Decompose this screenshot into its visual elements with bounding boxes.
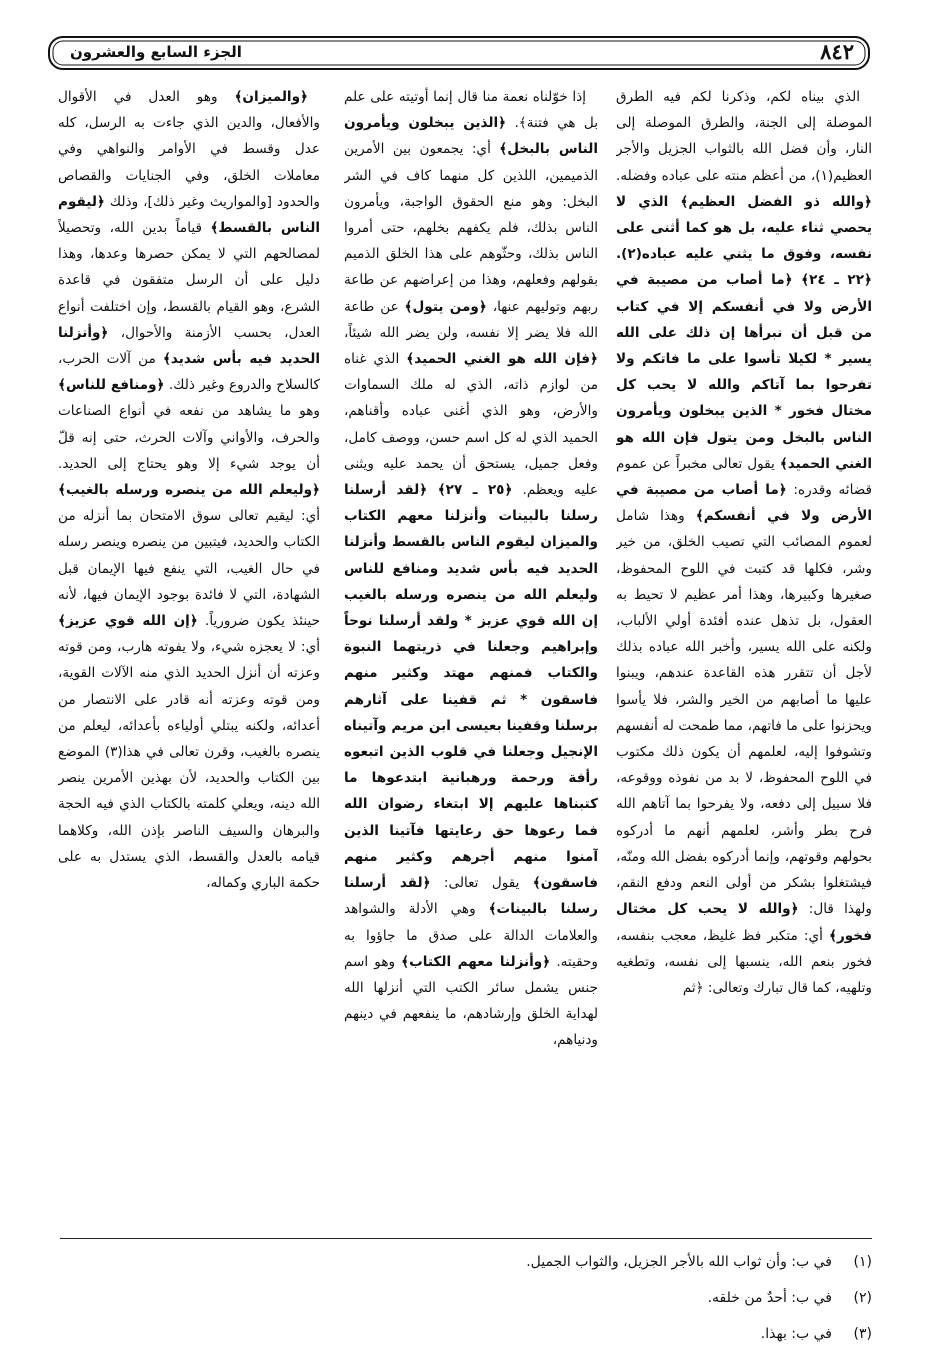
commentary-text: وهو ما يشاهد من نفعه في أنواع الصناعات والحرف، والأواني وآلات الحرث، حتى إنه قلّ أن يوجد شيء إلا وهو يحتاج إلى الحديد. [58, 403, 320, 472]
commentary-text: وهو اسم جنس يشمل سائر الكتب التي أنزلها الله لهداية الخلق وإرشادهم، ما ينفعهم في دينهم ودنياهم، [344, 953, 598, 1049]
commentary-text: يقول تعالى: [443, 875, 520, 892]
commentary-text: يقول تعالى مخبراً عن عموم قضائه وقدره: [616, 455, 872, 499]
footnote-number: (١) [853, 1254, 872, 1270]
paragraph [58, 84, 320, 896]
part-title: الجزء السابع والعشرون [70, 43, 242, 61]
commentary-text: قياماً بدين الله، وتحصيلاً لمصالحهم التي لا يمكن حصرها وعدها، وهذا دليل على أن الرسل متفقون في قاعدة الشرع، وهو القيام بالقسط، وإن اختلفت أنواع العدل، بحسب الأزمنة والأحوال، [58, 220, 320, 341]
footnote [60, 1280, 872, 1316]
quran-verse: ﴿ومن يتول﴾ [404, 298, 487, 315]
quran-verse: ﴿إن الله قوي عزيز﴾ [58, 613, 198, 630]
quran-verse: ﴿لقد أرسلنا رسلنا بالبينات﴾ [344, 875, 598, 918]
footnote-text: في ب: أحدٌ من خلقه. [707, 1290, 832, 1306]
commentary-text: أي: يجمعون بين الأمرين الذميمين، اللذين كل منهما كاف في الشر البخل: وهو منع الحقوق الواجبة، ويأمرون الناس بذلك، فلم يكفهم بخلهم، حتى أمروا الناس بذلك، وحثّوهم على هذا الخلق الذميم بقولهم وفعلهم، وهذا من إعراضهم عن طاعة ربهم وتوليهم عنها، [344, 141, 598, 315]
quran-verse: ﴿٢٥ ـ ٢٧﴾ ﴿لقد أرسلنا رسلنا بالبينات وأنزلنا معهم الكتاب والميزان ليقوم الناس بالقسط وأنزلنا الحديد فيه بأس شديد ومنافع للناس وليعلم الله من ينصره ورسله بالغيب إن الله قوي عزيز * ولقد أرسلنا نوحاً وإبراهيم وجعلنا في ذريتهما النبوة والكتاب فمنهم مهتد وكثير منهم فاسقون * ثم قفينا على آثارهم برسلنا وقفينا بعيسى ابن مريم وآتيناه الإنجيل وجعلنا في قلوب الذين اتبعوه رأفة ورحمة ورهبانية ابتدعوها ما كتبناها عليهم إلا ابتغاء رضوان الله فما رعوها حق رعايتها فآتينا الذين آمنوا منهم أجرهم وكثير منهم فاسقون﴾ [344, 482, 598, 892]
commentary-text: عن طاعة الله فلا يضر إلا نفسه، ولن يضر الله شيئاً، [344, 298, 598, 341]
text-column-right [616, 84, 872, 1229]
footnotes-divider [60, 1238, 872, 1239]
commentary-text: وهو العدل في الأقوال والأفعال، والدين الذي جاءت به الرسل، كله عدل وقسط في الأوامر والنواهي وفي معاملات الخلق، وفي الجنايات والقصاص والحدود [والمواريث وغير ذلك]، وذلك [58, 89, 320, 210]
commentary-text: الذي بيناه لكم، وذكرنا لكم فيه الطرق الموصلة إلى الجنة، والطرق الموصلة إلى النار، وأن فضل الله بالثواب الجزيل والأجر العظيم(١)، من أعظم منته على عباده وفضله. [616, 89, 872, 184]
footnote [60, 1244, 872, 1280]
footnote-number: (٣) [853, 1326, 872, 1342]
quran-verse: ﴿ما أصاب من مصيبة في الأرض ولا في أنفسكم﴾ [616, 482, 872, 525]
footnote-text: في ب: بهذا. [760, 1326, 832, 1342]
commentary-text: أي: لا يعجزه شيء، ولا يفوته هارب، ومن قوته وعزته أن أنزل الحديد الذي منه الآلات القوية، ومن قوته وعزته أنه قادر على الانتصار من أعدائه، ولكنه يبتلي أولياءه بأعدائه، ليعلم من ينصره بالغيب، وقرن تعالى في هذا(٣) الموضع بين الكتاب والحديد، لأن بهذين الأمرين ينصر الله دينه، ويعلي كلمته بالكتاب الذي فيه الحجة والبرهان والسيف الناصر بإذن الله، وكلاهما قيامه بالعدل والقسط، الذي يستدل به على حكمة الباري وكماله، [58, 639, 320, 892]
quran-verse: ﴿وليعلم الله من ينصره ورسله بالغيب﴾ [58, 482, 320, 499]
page-number: ٨٤٢ [820, 39, 854, 64]
quran-verse: ﴿وأنزلنا معهم الكتاب﴾ [401, 953, 551, 970]
commentary-text: وهذا شامل لعموم المصائب التي تصيب الخلق، من خير وشر، فكلها قد كتبت في اللوح المحفوظ، صغيرها وكبيرها، وهذا أمر عظيم لا تحيط به العقول، بل تذهل عنده أفئدة أولي الألباب، ولكنه على الله يسير، وأخبر الله عباده بذلك لأجل أن تتقرر هذه القاعدة عندهم، ويبنوا عليها ما أصابهم من الخير والشر، فلا يأسوا ويحزنوا على ما فاتهم، مما طمحت له أنفسهم وتشوفوا إليه، لعلمهم أن يكون ذلك مكتوب في اللوح المحفوظ، لا بد من نفوذه ووقوعه، فلا سبيل إلى دفعه، ولا يفرحوا بما آتاهم الله فرح بطر وأشر، لعلمهم أنهم ما أدركوه بحولهم وقوتهم، وإنما أدركوه بفضل الله ومنّه، فيشتغلوا بشكر من أولى النعم ودفع النقم، ولهذا قال: [616, 508, 872, 918]
quran-verse: ﴿فإن الله هو الغني الحميد﴾ [406, 351, 598, 368]
quran-verse: ﴿ومنافع للناس﴾ [58, 377, 165, 394]
paragraph [616, 84, 872, 1001]
commentary-text: أي: متكبر فظ غليظ، معجب بنفسه، فخور بنعم الله، ينسبها إلى نفسه، وتطغيه وتلهيه، كما قال تبارك وتعالى: ﴿ثم [616, 927, 872, 996]
quran-verse: ﴿الذين يبخلون ويأمرون الناس بالبخل﴾ [344, 115, 598, 158]
quran-verse: ﴿وأنزلنا الحديد فيه بأس شديد﴾ [58, 324, 320, 368]
commentary-text: أي: ليقيم تعالى سوق الامتحان بما أنزله من الكتاب والحديد، فيتبين من ينصره وينصر رسله في حال الغيب، التي ينفع فيها الإيمان قبل الشهادة، التي لا فائدة بوجود الإيمان فيها، لأنه حينئذ يكون ضرورياً. [58, 508, 320, 630]
commentary-text: الذي غناه من لوازم ذاته، الذي له ملك السماوات والأرض، وهو الذي أغنى عباده وأقناهم، الحميد الذي له كل اسم حسن، ووصف كامل، وفعل جميل، يستحق أن يحمد عليه ويثنى عليه ويعظم. [344, 351, 598, 499]
commentary-text: إذا خوّلناه نعمة منا قال إنما أوتيته على علم بل هي فتنة﴾. [344, 89, 598, 132]
footnotes [60, 1244, 872, 1352]
quran-verse: ﴿٢٢ ـ ٢٤﴾ ﴿ما أصاب من مصيبة في الأرض ولا في أنفسكم إلا في كتاب من قبل أن نبرأها إن ذلك على الله يسير * لكيلا تأسوا على ما فاتكم ولا تفرحوا بما آتاكم والله لا يحب كل مختال فخور * الذين يبخلون ويأمرون الناس بالبخل ومن يتول فإن الله هو الغني الحميد﴾ [616, 272, 872, 472]
quran-verse: ﴿والميزان﴾ [234, 89, 308, 105]
paragraph [344, 84, 598, 1054]
quran-verse: ﴿ليقوم الناس بالقسط﴾ [58, 193, 320, 237]
footnote-number: (٢) [853, 1290, 872, 1306]
quran-verse: ﴿والله لا يحب كل مختال فخور﴾ [616, 901, 872, 944]
page-header [46, 34, 872, 72]
commentary-text: وهي الأدلة والشواهد والعلامات الدالة على صدق ما جاؤوا به وحقيته. [344, 901, 598, 970]
quran-verse: ﴿والله ذو الفضل العظيم﴾ الذي لا يحصي ثناء عليه، بل هو كما أثنى على نفسه، وفوق ما يثني عليه عباده(٢). [616, 193, 872, 263]
text-column-middle [344, 84, 598, 1229]
commentary-text: من آلات الحرب، كالسلاح والدروع وغير ذلك. [58, 351, 320, 394]
footnote-text: في ب: وأن ثواب الله بالأجر الجزيل، والثواب الجميل. [526, 1254, 832, 1270]
text-column-left [58, 84, 320, 1229]
footnote [60, 1316, 872, 1352]
